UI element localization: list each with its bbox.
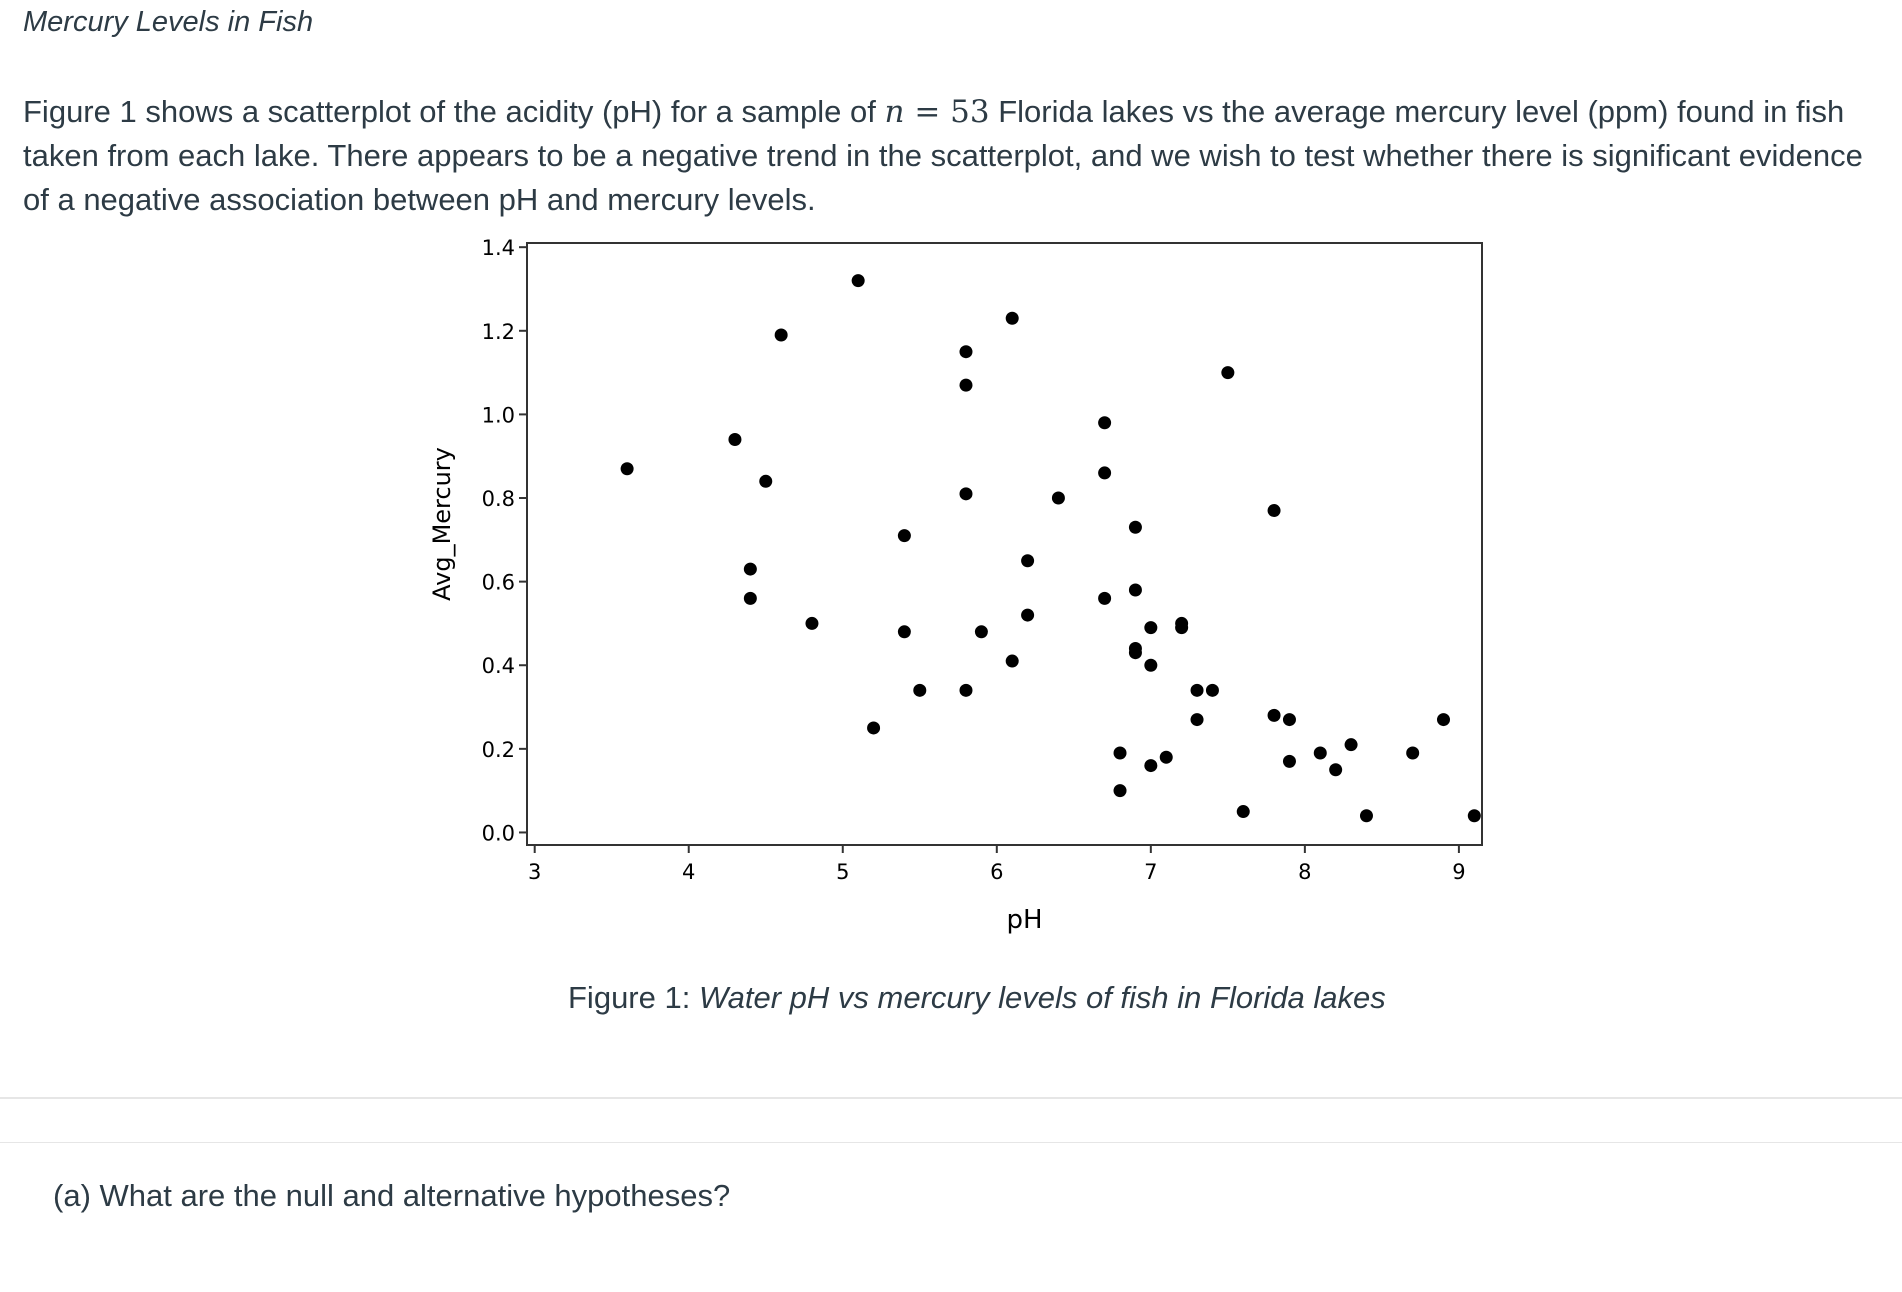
section-divider bbox=[0, 1142, 1902, 1143]
y-tick-label: 0.6 bbox=[481, 570, 515, 595]
scatter-point bbox=[1329, 763, 1342, 776]
scatter-point bbox=[1006, 655, 1019, 668]
scatter-point bbox=[1006, 312, 1019, 325]
scatter-point bbox=[1345, 738, 1358, 751]
scatter-point bbox=[1160, 751, 1173, 764]
intro-paragraph bbox=[23, 90, 1883, 222]
scatter-point bbox=[1144, 659, 1157, 672]
scatter-point bbox=[1129, 521, 1142, 534]
y-tick-label: 0.2 bbox=[481, 737, 515, 762]
scatter-point bbox=[1052, 492, 1065, 505]
scatter-point bbox=[744, 592, 757, 605]
math-variable: n bbox=[884, 94, 905, 130]
sample-size-math bbox=[885, 94, 990, 130]
page-title: Mercury Levels in Fish bbox=[23, 6, 314, 38]
y-axis bbox=[482, 236, 527, 845]
scatter-point bbox=[959, 379, 972, 392]
scatter-point bbox=[1144, 621, 1157, 634]
scatter-point bbox=[1206, 684, 1219, 697]
scatter-point bbox=[1283, 755, 1296, 768]
scatter-point bbox=[1191, 713, 1204, 726]
scatter-point bbox=[1129, 646, 1142, 659]
y-tick-label: 1.0 bbox=[481, 403, 515, 428]
y-tick-label: 0.8 bbox=[481, 487, 515, 512]
scatter-point bbox=[959, 345, 972, 358]
scatter-point bbox=[1437, 713, 1450, 726]
y-tick-label: 1.4 bbox=[481, 236, 515, 261]
scatterplot bbox=[400, 225, 1510, 955]
scatter-point bbox=[775, 328, 788, 341]
scatter-point bbox=[1268, 709, 1281, 722]
scatter-point bbox=[728, 433, 741, 446]
x-axis-label: pH bbox=[1006, 905, 1043, 935]
scatter-point bbox=[744, 563, 757, 576]
scatter-point bbox=[1021, 554, 1034, 567]
scatter-point bbox=[852, 274, 865, 287]
section-divider bbox=[0, 1097, 1902, 1099]
math-equals: = bbox=[904, 94, 951, 130]
scatter-point bbox=[959, 487, 972, 500]
scatter-point bbox=[898, 529, 911, 542]
x-tick-label: 7 bbox=[1144, 860, 1158, 884]
scatter-point bbox=[1191, 684, 1204, 697]
scatter-point bbox=[1283, 713, 1296, 726]
scatter-point bbox=[1129, 583, 1142, 596]
scatter-point bbox=[1098, 592, 1111, 605]
scatter-point bbox=[1114, 747, 1127, 760]
scatter-point bbox=[805, 617, 818, 630]
intro-text-before: Figure 1 shows a scatterplot of the acidity (pH) for a sample of bbox=[23, 94, 885, 129]
scatter-point bbox=[867, 721, 880, 734]
scatter-point bbox=[1360, 809, 1373, 822]
scatter-point bbox=[1144, 759, 1157, 772]
scatter-point bbox=[1175, 621, 1188, 634]
scatter-point bbox=[1406, 747, 1419, 760]
y-axis-label: Avg_Mercury bbox=[428, 447, 456, 601]
y-tick-label: 0.4 bbox=[481, 654, 515, 679]
math-number: 53 bbox=[950, 94, 990, 130]
scatter-point bbox=[1221, 366, 1234, 379]
scatter-point bbox=[959, 684, 972, 697]
scatter-point bbox=[1314, 747, 1327, 760]
y-tick-label: 0.0 bbox=[481, 821, 515, 846]
x-tick-label: 3 bbox=[528, 860, 542, 884]
scatter-point bbox=[913, 684, 926, 697]
x-tick-label: 8 bbox=[1298, 860, 1312, 884]
scatter-point bbox=[759, 475, 772, 488]
question-prompt: (a) What are the null and alternative hypotheses? bbox=[53, 1178, 731, 1213]
scatter-point bbox=[975, 625, 988, 638]
x-tick-label: 9 bbox=[1452, 860, 1466, 884]
scatterplot-figure bbox=[400, 225, 1510, 960]
y-tick-label: 1.2 bbox=[481, 319, 515, 344]
scatter-point bbox=[1098, 466, 1111, 479]
x-tick-label: 6 bbox=[990, 860, 1004, 884]
scatter-point bbox=[898, 625, 911, 638]
scatter-point bbox=[1237, 805, 1250, 818]
plot-frame bbox=[527, 243, 1482, 845]
x-axis bbox=[528, 845, 1466, 884]
scatter-point bbox=[1114, 784, 1127, 797]
figure-caption bbox=[568, 980, 1386, 1016]
caption-label: Figure 1: bbox=[568, 980, 699, 1015]
scatter-point bbox=[621, 462, 634, 475]
caption-text: Water pH vs mercury levels of fish in Florida lakes bbox=[698, 980, 1386, 1015]
data-points bbox=[621, 274, 1481, 822]
scatter-point bbox=[1468, 809, 1481, 822]
x-tick-label: 4 bbox=[682, 860, 696, 884]
scatter-point bbox=[1021, 609, 1034, 622]
scatter-point bbox=[1098, 416, 1111, 429]
scatter-point bbox=[1268, 504, 1281, 517]
x-tick-label: 5 bbox=[836, 860, 850, 884]
intro-text-after: Florida lakes vs the average mercury level (ppm) found in fish taken from each lake. There appears to be a negative trend in the scatterplot, and we wish to test whether there is significant evidence of a negative association between pH and mercury levels. bbox=[23, 94, 1863, 217]
